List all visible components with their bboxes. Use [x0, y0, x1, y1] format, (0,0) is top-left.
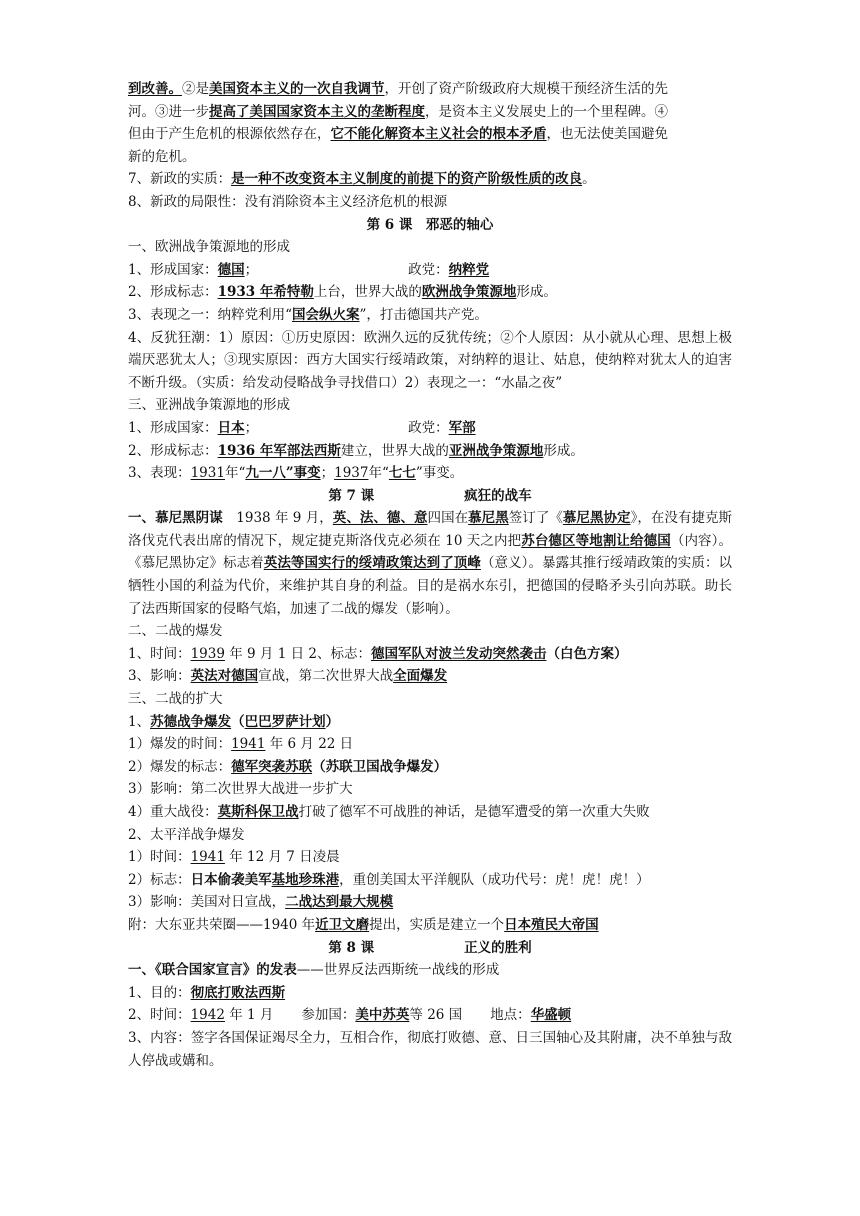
text-run: 到改善。 — [128, 81, 182, 97]
text-run: 年 9 月 1 日 2、标志： — [224, 645, 371, 662]
text-run: 附：大东亚共荣圈——1940 年 — [128, 916, 316, 933]
text-line — [128, 665, 732, 688]
text-run: 基地珍珠港 — [271, 871, 340, 888]
text-run: 亚洲战争策源地 — [448, 442, 544, 459]
text-run: 全面爆发 — [393, 668, 448, 685]
text-run: 日本殖民大帝国 — [504, 916, 599, 933]
text-line — [128, 869, 732, 892]
paragraph: 4、反犹狂潮：1）原因：①历史原因：欧洲久远的反犹传统；②个人原因：从小就从心理、思想上极端厌恶犹太人；③现实原因：西方大国实行绥靖政策，对纳粹的退让、姑息，使纳粹对犹太人的迫害不断升级。（实质：给发动侵略战争寻找借口）2）表现之一：“水晶之夜” — [128, 329, 732, 391]
text-run: 1、目的： — [128, 984, 191, 1001]
text-run: 2、时间： — [128, 1007, 191, 1024]
text-run: 建立，世界大战的 — [340, 442, 449, 459]
text-run: 国会纵火案 — [292, 306, 360, 323]
text-run: 苏德战争爆发 — [150, 713, 232, 730]
text-run: ； — [320, 465, 335, 482]
text-line — [128, 1004, 732, 1027]
text-line — [128, 891, 732, 914]
title-part: 正义的胜利 — [464, 939, 532, 956]
text-run: 1）爆发的时间： — [128, 736, 232, 753]
paragraph: 3、内容：签字各国保证竭尽全力，互相合作，彻底打败德、意、日三国轴心及其附庸，决不单独与敌人停战或媾和。 — [128, 1029, 732, 1069]
text-line — [128, 78, 732, 101]
text-run: 2、形成标志： — [128, 442, 218, 459]
text-line: 3）影响：第二次世界大战进一步扩大 — [128, 781, 353, 798]
text-run: 》，在没有捷克斯洛伐克代表出席的情况下，规定捷克斯洛伐克必须在 10 天之内把 — [128, 510, 733, 549]
text-run: （意义）。暴露其推行绥靖政策的实质：以牺牲小国的利益为代价，来维护其自身的利益。目的是祸水东引，把德国的侵略矛头引向苏联。助长了法西斯国家的侵略气焰，加速了二战的爆发（影响）。 — [128, 555, 733, 617]
text-run: 华盛顿 — [530, 1007, 572, 1024]
text-run: 上台，世界大战的 — [313, 284, 422, 301]
text-run: 1942 — [190, 1007, 225, 1024]
text-run: 7、新政的实质： — [128, 171, 232, 188]
text-run: 欧洲战争策源地 — [421, 284, 517, 301]
section-heading: 一、欧洲战争策源地的形成 — [128, 239, 290, 256]
lesson-8-title — [128, 937, 732, 960]
text-line — [128, 756, 732, 779]
text-run: 1、 — [128, 713, 151, 730]
text-run: 3、表现之一：纳粹党利用“ — [128, 306, 292, 323]
text-run: 1936 年军部法西斯 — [217, 442, 341, 459]
text-run: 二战达到最大规模 — [285, 894, 394, 911]
text-run: 1941 — [190, 849, 225, 866]
text-run: 日本偷袭美军 — [190, 871, 272, 888]
text-line — [128, 123, 732, 146]
text-run: ②是 — [182, 81, 209, 97]
lesson-7-title — [128, 485, 732, 508]
text-run: 莫斯科保卫战 — [217, 804, 299, 820]
text-run: 形成。 — [516, 284, 557, 301]
text-run: 德军突袭苏联 — [231, 758, 313, 775]
text-line: 新的危机。 — [128, 148, 196, 165]
text-run: 近卫文磨 — [315, 916, 370, 933]
lesson-6-title: 第 6 课 邪恶的轴心 — [366, 216, 494, 233]
text-line: 2、太平洋战争爆发 — [128, 826, 245, 843]
text-run: （白色方案） — [546, 645, 628, 662]
text-run: 德国 — [217, 261, 245, 278]
text-run: 3）影响：美国对日宣战， — [128, 894, 286, 911]
section-heading: 三、亚洲战争策源地的形成 — [128, 397, 290, 414]
text-run: 是一种不改变资本主义制度的前提下的资产阶级性质的改良 — [231, 171, 583, 188]
text-run: 美国资本主义的一次自我调节 — [209, 81, 385, 97]
document-page — [128, 78, 732, 1072]
text-run: 慕尼黑 — [468, 510, 509, 527]
text-run: 打破了德军不可战胜的神话，是德军遭受的第一次重大失败 — [298, 804, 650, 820]
text-run: 1、形成国家： — [128, 419, 218, 436]
text-run: 地点： — [490, 1007, 531, 1024]
text-run: （苏联卫国战争爆发） — [312, 758, 448, 775]
text-run: 1931 — [190, 465, 225, 482]
text-run: 军部 — [448, 419, 476, 436]
text-run: 2）爆发的标志： — [128, 758, 232, 775]
text-line — [128, 914, 732, 937]
text-line — [128, 259, 732, 282]
text-line — [128, 168, 732, 191]
title-part: 第 7 课 — [328, 487, 375, 504]
text-run: 等 26 国 — [409, 1007, 463, 1024]
text-run: 3、表现： — [128, 465, 191, 482]
text-line — [128, 440, 732, 463]
text-run: 巴巴罗萨计划 — [244, 713, 326, 730]
title-part: 疯狂的战车 — [464, 487, 532, 504]
text-run: 年 1 月 — [224, 1007, 274, 1024]
text-run: 3、影响： — [128, 668, 191, 685]
text-run: 1938 年 9 月， — [222, 510, 333, 527]
text-line — [128, 304, 732, 327]
text-line — [128, 733, 732, 756]
text-line — [128, 417, 732, 440]
text-run: 1933 年希特勒 — [217, 284, 314, 301]
text-line — [128, 643, 732, 666]
text-run: 英法对德国 — [190, 668, 259, 685]
text-run: 1939 — [190, 645, 225, 662]
text-run: 1937 — [334, 465, 369, 482]
text-run: ，重创美国太平洋舰队（成功代号：虎！虎！虎！） — [339, 871, 650, 888]
text-run: （内容）。《慕尼黑协定》标志着 — [128, 532, 733, 572]
text-run: ——世界反法西斯统一战线的形成 — [296, 962, 500, 979]
text-run: 年 12 月 7 日凌晨 — [224, 849, 340, 866]
text-line — [128, 462, 732, 485]
text-run: 慕尼黑协定 — [562, 510, 631, 527]
text-run: 年“ — [224, 465, 246, 482]
text-run: 一、《联合国家宣言》的发表 — [128, 962, 297, 979]
text-run: 年“ — [368, 465, 389, 482]
text-line — [128, 982, 732, 1005]
text-run: 。 — [582, 171, 596, 188]
text-run: ，开创了资产阶级政府大规模干预经济生活的先 — [384, 81, 668, 97]
text-run: 提出，实质是建立一个 — [369, 916, 505, 933]
text-run: 宣战，第二次世界大战 — [258, 668, 394, 685]
section-heading — [128, 959, 732, 982]
text-run: 彻底打败法西斯 — [190, 984, 286, 1001]
text-run: 英、法、德、意 — [332, 510, 428, 527]
text-run: ”，打击德国共产党。 — [359, 306, 488, 323]
text-run: 它不能化解资本主义社会的根本矛盾 — [330, 126, 547, 143]
text-run: 1941 — [231, 736, 266, 753]
text-run: ） — [325, 713, 340, 730]
text-line — [128, 846, 732, 869]
text-run: 形成。 — [543, 442, 584, 459]
text-run: 1、时间： — [128, 645, 191, 662]
text-line — [128, 801, 732, 824]
text-line: 8、新政的局限性：没有消除资本主义经济危机的根源 — [128, 193, 448, 210]
text-run: 1）时间： — [128, 849, 191, 866]
title-part: 第 8 课 — [328, 939, 375, 956]
text-run: 河。③进一步 — [128, 103, 209, 120]
paragraph — [128, 507, 732, 620]
text-run: 七七 — [388, 465, 416, 482]
text-run: ，是资本主义发展史上的一个里程碑。④ — [425, 103, 668, 120]
text-run: ，也无法使美国避免 — [546, 126, 668, 143]
text-run: （ — [231, 713, 245, 730]
text-run: ； — [244, 419, 259, 436]
text-line — [128, 281, 732, 304]
text-run: 4）重大战役： — [128, 804, 218, 820]
text-line — [128, 101, 732, 124]
text-run: 日本 — [217, 419, 245, 436]
text-run: 1、形成国家： — [128, 261, 218, 278]
section-heading: 三、二战的扩大 — [128, 691, 223, 708]
section-heading: 二、二战的爆发 — [128, 623, 223, 640]
text-run: 提高了美国国家资本主义的垄断程度 — [209, 103, 425, 120]
text-run: 但由于产生危机的根源依然存在， — [128, 126, 331, 143]
text-run: 四国在 — [427, 510, 469, 527]
text-run: 政党： — [408, 261, 449, 278]
text-run: 参加国： — [301, 1007, 356, 1024]
text-run: 纳粹党 — [448, 261, 490, 278]
text-run: ； — [244, 261, 259, 278]
text-run: 2）标志： — [128, 871, 191, 888]
text-run: 九一八”事变 — [245, 465, 321, 482]
text-run: 苏台德区等地割让给德国 — [521, 532, 671, 549]
text-run: 年 6 月 22 日 — [265, 736, 354, 753]
text-run: 英法等国实行的绥靖政策达到了顶峰 — [263, 555, 481, 572]
text-run: 政党： — [408, 419, 449, 436]
text-line — [128, 711, 732, 734]
text-run: 签订了《 — [508, 510, 563, 527]
text-run: 德国军队对波兰发动突然袭击 — [370, 645, 547, 662]
text-run: 美中苏英 — [355, 1007, 410, 1024]
text-run: ”事变。 — [415, 465, 464, 482]
text-run: 一、慕尼黑阴谋 — [128, 510, 223, 527]
text-run: 2、形成标志： — [128, 284, 218, 301]
